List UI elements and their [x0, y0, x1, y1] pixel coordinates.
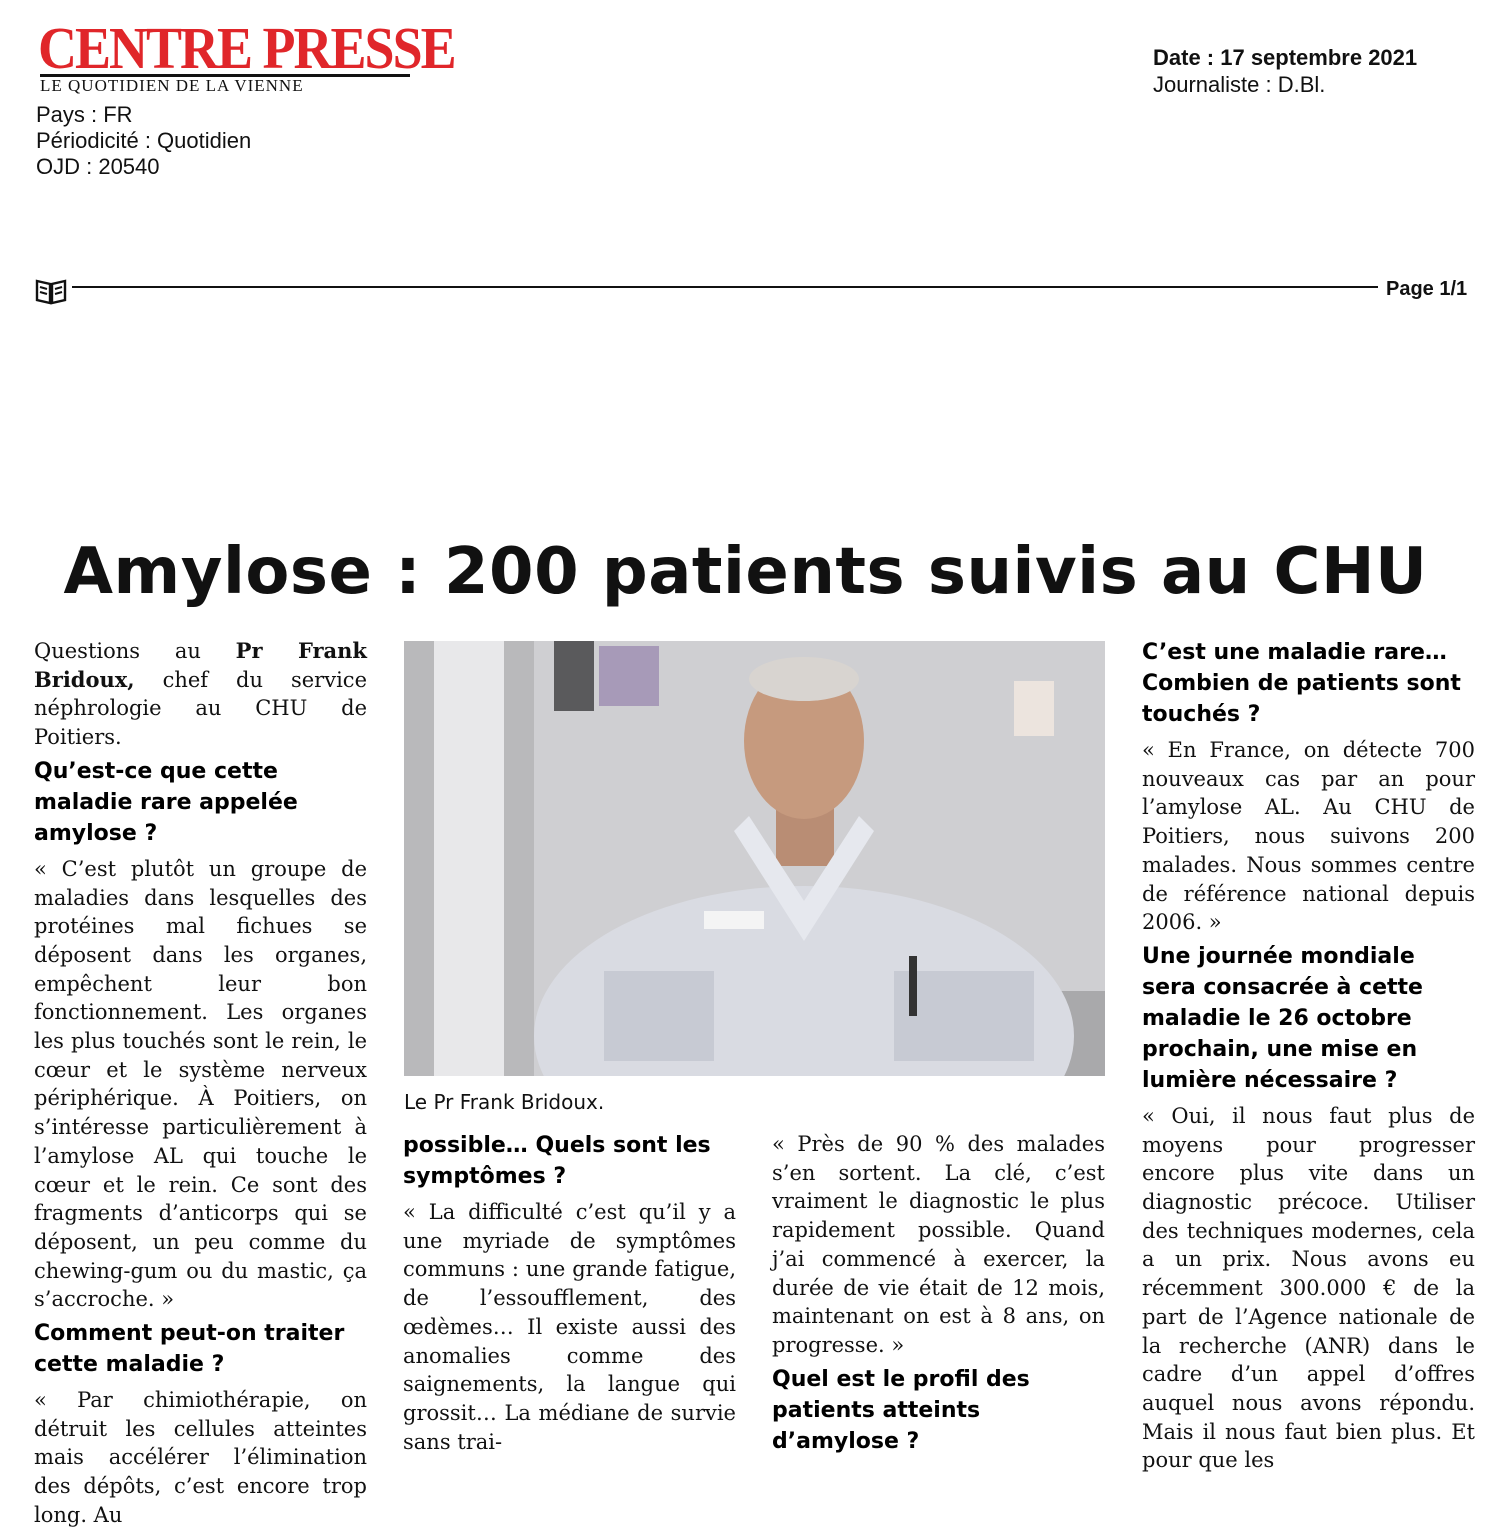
meta-right-block: [1153, 44, 1453, 98]
question-heading: possible… Quels sont les symptômes ?: [403, 1133, 711, 1189]
photo-caption: Le Pr Frank Bridoux.: [404, 1090, 605, 1114]
header-rule: [72, 286, 1378, 288]
portrait-photo: [404, 641, 1105, 1076]
meta-periodicity: Périodicité : Quotidien: [36, 128, 252, 153]
meta-country: Pays : FR: [36, 102, 133, 127]
article-headline: Amylose : 200 patients suivis au CHU: [63, 535, 1428, 609]
newspaper-logo-subtitle: LE QUOTIDIEN DE LA VIENNE: [40, 74, 410, 95]
article-column-1: [34, 637, 367, 1534]
page-number: Page 1/1: [1386, 278, 1468, 300]
meta-journalist: Journaliste : D.Bl.: [1153, 72, 1326, 97]
article-column-4: [1142, 637, 1475, 1479]
question-heading: Qu’est-ce que cette maladie rare appelée amylose ?: [34, 758, 298, 846]
answer-paragraph: « Près de 90 % des malades s’en sortent. La clé, c’est vraiment le diagnostic le plus rapidement possible. Quand j’ai commencé à exercer, la durée de vie était de 12 mois, maintenant on est à 8 ans, on progresse. »: [772, 1132, 1105, 1357]
intro-rest: chef du service néphrologie au CHU de Poitiers.: [34, 667, 367, 750]
newspaper-logo-title: [38, 14, 455, 82]
logo-text: CENTRE PRESSE: [38, 15, 455, 82]
article-intro: [34, 637, 367, 752]
book-icon: [35, 277, 67, 305]
answer-paragraph: « Par chimiothérapie, on détruit les cellules atteintes mais accélérer l’élimination des dépôts, c’est encore trop long. Au: [34, 1388, 367, 1527]
question-heading: Une journée mondiale sera consacrée à cette maladie le 26 octobre prochain, une mise en lumière nécessaire ?: [1142, 943, 1423, 1093]
answer-paragraph: « En France, on détecte 700 nouveaux cas par an pour l’amylose AL. Au CHU de Poitiers, nous suivons 200 malades. Nous sommes centre de référence national depuis 2006. »: [1142, 738, 1475, 935]
answer-paragraph: « La difficulté c’est qu’il y a une myriade de symptômes communs : une grande fatigue, de l’essoufflement, des œdèmes… Il existe aussi des anomalies comme des saignements, la langue qui grossit… La médiane de survie sans trai-: [403, 1200, 736, 1454]
question-heading: C’est une maladie rare… Combien de patients sont touchés ?: [1142, 640, 1461, 727]
question-heading: Quel est le profil des patients atteints d’amylose ?: [772, 1366, 1030, 1454]
meta-date: Date : 17 septembre 2021: [1153, 45, 1418, 70]
question-heading: Comment peut-on traiter cette maladie ?: [34, 1321, 345, 1378]
intro-lead: Questions au: [34, 639, 236, 663]
answer-paragraph: « C’est plutôt un groupe de maladies dans lesquelles des protéines mal fichues se déposent dans les organes, empêchent leur bon fonctionnement. Les organes les plus touchés sont le rein, le cœur et le système nerveux périphérique. À Poitiers, on s’intéresse particulièrement à l’amylose AL qui touche le cœur et le rein. Ce sont des fragments d’anticorps qui se déposent, un peu comme du chewing-gum ou du mastic, ça s’accroche. »: [34, 856, 367, 1312]
article-column-2: [403, 1130, 736, 1460]
intro-name: Pr Frank Bridoux,: [34, 638, 367, 692]
article-column-3: [772, 1130, 1105, 1463]
answer-paragraph: « Oui, il nous faut plus de moyens pour progresser encore plus vite dans un diagnostic précoce. Utiliser des techniques modernes, cela a un prix. Nous avons eu récemment 300.000 € de la part de l’Agence nationale de la recherche (ANR) dans le cadre d’un appel d’offres auquel nous avons répondu. Mais il nous faut bien plus. Et pour que les: [1142, 1103, 1475, 1473]
meta-ojd: OJD : 20540: [36, 154, 160, 179]
